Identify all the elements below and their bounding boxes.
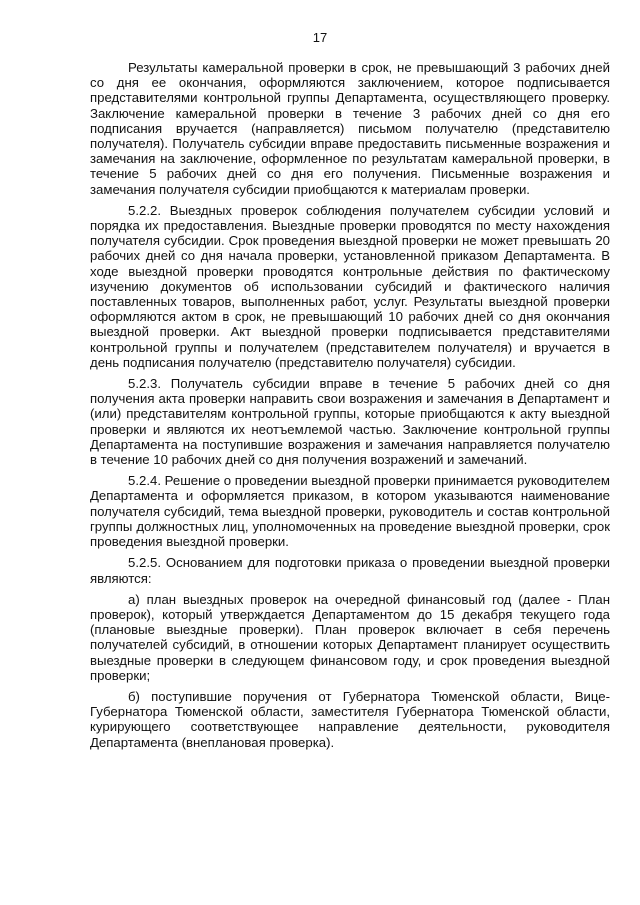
- paragraph-5-2-5: 5.2.5. Основанием для подготовки приказа о проведении выездной проверки являются:: [90, 555, 610, 586]
- paragraph-5-2-3: 5.2.3. Получатель субсидии вправе в течение 5 рабочих дней со дня получения акта проверки направить свои возражения и замечания в Департамент и (или) представителям контрольной группы, которые приобщаются к акту выездной проверки и являются их неотъемлемой частью. Заключение контрольной группы Департамента на поступившие возражения и замечания направляется получателю в течение 10 рабочих дней со дня получения возражений и замечаний.: [90, 376, 610, 468]
- paragraph-5-2-4: 5.2.4. Решение о проведении выездной проверки принимается руководителем Департамента и оформляется приказом, в котором указываются наименование получателя субсидий, тема выездной проверки, руководитель и состав контрольной группы должностных лиц, уполномоченных на проведение выездной проверки, срок проведения выездной проверки.: [90, 473, 610, 550]
- paragraph-5-2-2: 5.2.2. Выездных проверок соблюдения получателем субсидии условий и порядка их предоставления. Выездные проверки проводятся по месту нахождения получателя субсидии. Срок проведения выездной проверки не может превышать 20 рабочих дней со дня начала проверки, установленной приказом Департамента. В ходе выездной проверки проводятся контрольные действия по фактическому изучению документов об использовании субсидий и фактического наличия поставленных товаров, выполненных работ, услуг. Результаты выездной проверки оформляются актом в срок, не превышающий 10 рабочих дней со дня окончания выездной проверки. Акт выездной проверки подписывается представителями контрольной группы и получателем (представителем получателя) и вручается в день подписания получателю (представителю получателя) субсидии.: [90, 202, 610, 370]
- paragraph-item-b: б) поступившие поручения от Губернатора Тюменской области, Вице-Губернатора Тюменской области, заместителя Губернатора Тюменской области, курирующего соответствующее направление деятельности, руководителя Департамента (внеплановая проверка).: [90, 688, 610, 750]
- document-body: [90, 60, 610, 756]
- page-number: 17: [312, 30, 328, 45]
- paragraph-item-a: а) план выездных проверок на очередной финансовый год (далее - План проверок), который утверждается Департаментом до 15 декабря текущего года (плановые выездные проверки). План проверок включает в себя перечень получателей субсидий, в отношении которых Департамент планирует осуществить выездные проверки в следующем финансовом году, и срок проведения выездной проверки;: [90, 591, 610, 683]
- paragraph-camera-check-results: Результаты камеральной проверки в срок, не превышающий 3 рабочих дней со дня ее окончания, оформляются заключением, которое подписывается представителями контрольной группы Департамента, осуществляющего проверку. Заключение камеральной проверки в течение 3 рабочих дней со дня его подписания вручается (направляется) письмом получателю (представителю получателя). Получатель субсидии вправе предоставить письменные возражения и замечания на заключение, оформленное по результатам камеральной проверки, в течение 5 рабочих дней со дня его получения. Письменные возражения и замечания получателя субсидии приобщаются к материалам проверки.: [90, 60, 610, 197]
